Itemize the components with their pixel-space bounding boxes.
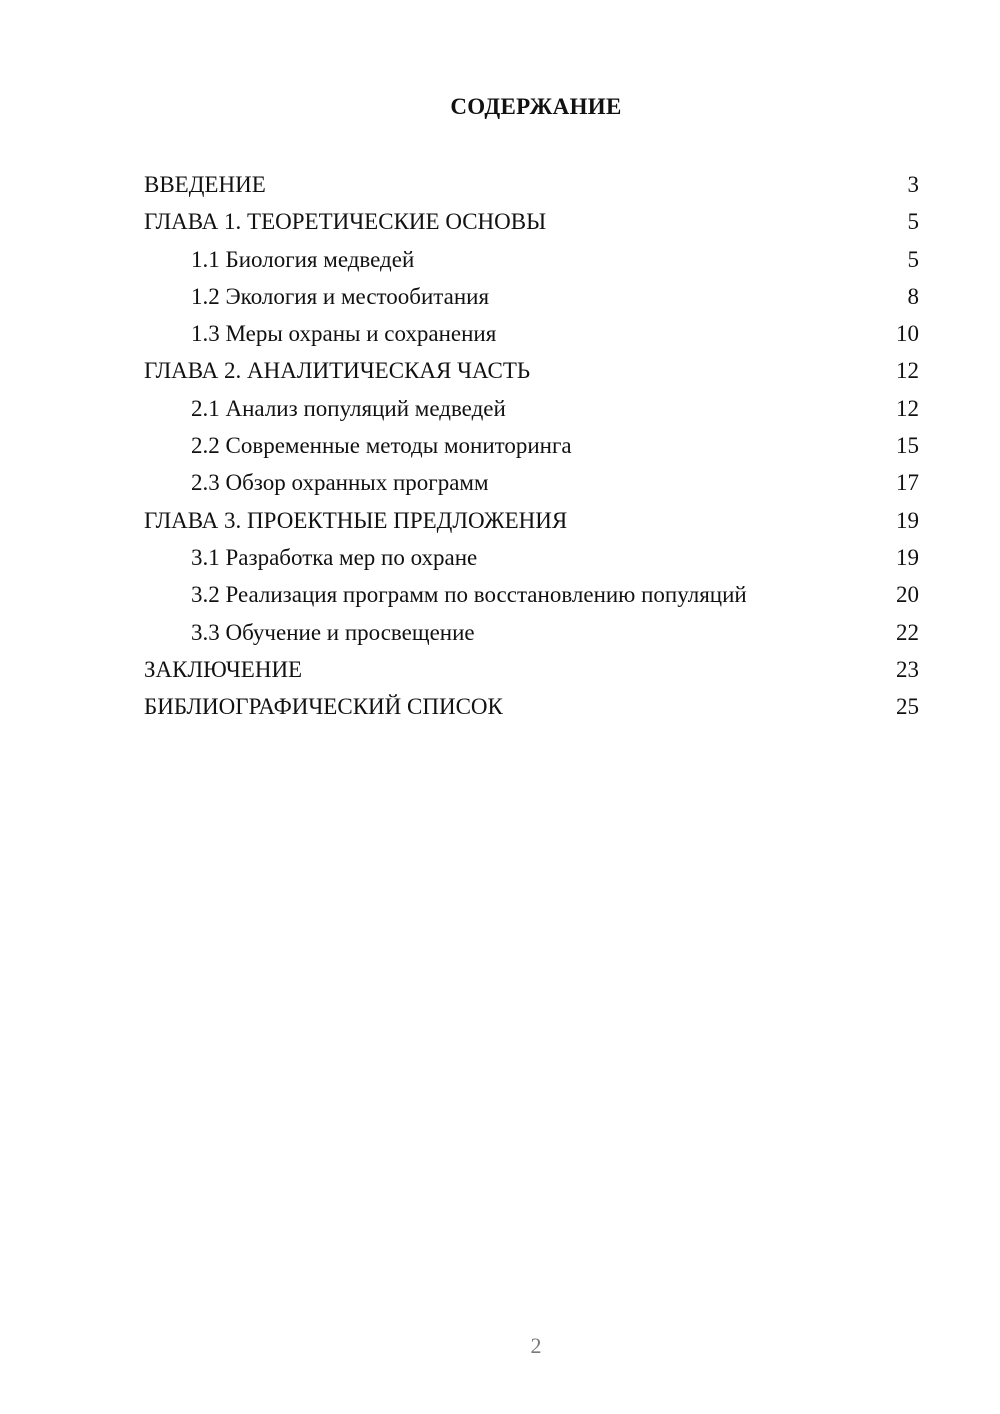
toc-entry-label: 1.1 Биология медведей	[191, 246, 415, 272]
toc-entry-section-2-2	[144, 427, 919, 464]
toc-entry-bibliography	[144, 688, 919, 725]
toc-entry-page: 22	[896, 619, 919, 645]
toc-entry-page: 19	[896, 507, 919, 533]
toc-entry-page: 10	[896, 321, 919, 347]
toc-entry-label: ЗАКЛЮЧЕНИЕ	[144, 656, 303, 682]
toc-entry-section-1-1	[144, 241, 919, 278]
toc-entry-page: 25	[896, 694, 919, 720]
toc-entry-section-1-2	[144, 278, 919, 315]
toc-entry-page: 8	[907, 283, 919, 309]
toc-entry-label: 2.1 Анализ популяций медведей	[191, 395, 506, 421]
toc-entry-label: 3.1 Разработка мер по охране	[191, 544, 478, 570]
toc-entry-section-2-3	[144, 464, 919, 501]
table-of-contents	[144, 166, 919, 725]
toc-entry-page: 3	[907, 172, 919, 197]
toc-entry-page: 19	[896, 544, 919, 570]
toc-entry-page: 17	[896, 470, 919, 496]
toc-entry-chapter-2	[144, 352, 919, 389]
toc-entry-chapter-1	[144, 203, 919, 240]
page-number: 2	[530, 1333, 542, 1358]
toc-entry-page: 15	[896, 433, 919, 459]
toc-entry-section-3-1	[144, 539, 919, 576]
toc-entry-section-2-1	[144, 390, 919, 427]
toc-entry-chapter-3	[144, 502, 919, 539]
toc-entry-label: ВВЕДЕНИЕ	[144, 172, 266, 197]
toc-entry-label: ГЛАВА 2. АНАЛИТИЧЕСКАЯ ЧАСТЬ	[144, 358, 531, 384]
toc-entry-label: 1.2 Экология и местообитания	[191, 283, 490, 309]
toc-entry-section-3-2	[144, 576, 919, 613]
toc-entry-section-1-3	[144, 315, 919, 352]
toc-entry-label: 1.3 Меры охраны и сохранения	[191, 321, 497, 347]
toc-entry-page: 5	[907, 209, 919, 235]
page-title: СОДЕРЖАНИЕ	[450, 94, 622, 119]
toc-entry-label: 2.3 Обзор охранных программ	[191, 470, 489, 496]
toc-entry-section-3-3	[144, 614, 919, 651]
toc-entry-label: 3.2 Реализация программ по восстановлению популяций	[191, 582, 747, 608]
toc-entry-page: 20	[896, 582, 919, 608]
toc-entry-page: 12	[896, 358, 919, 384]
toc-entry-label: ГЛАВА 3. ПРОЕКТНЫЕ ПРЕДЛОЖЕНИЯ	[144, 507, 568, 533]
toc-entry-label: 3.3 Обучение и просвещение	[191, 619, 475, 645]
toc-entry-label: БИБЛИОГРАФИЧЕСКИЙ СПИСОК	[144, 694, 503, 720]
toc-entry-page: 5	[907, 246, 919, 272]
toc-entry-label: ГЛАВА 1. ТЕОРЕТИЧЕСКИЕ ОСНОВЫ	[144, 209, 547, 235]
toc-entry-introduction	[144, 166, 919, 203]
toc-entry-label: 2.2 Современные методы мониторинга	[191, 433, 572, 459]
toc-entry-page: 12	[896, 395, 919, 421]
toc-entry-page: 23	[896, 656, 919, 682]
toc-entry-conclusion	[144, 651, 919, 688]
